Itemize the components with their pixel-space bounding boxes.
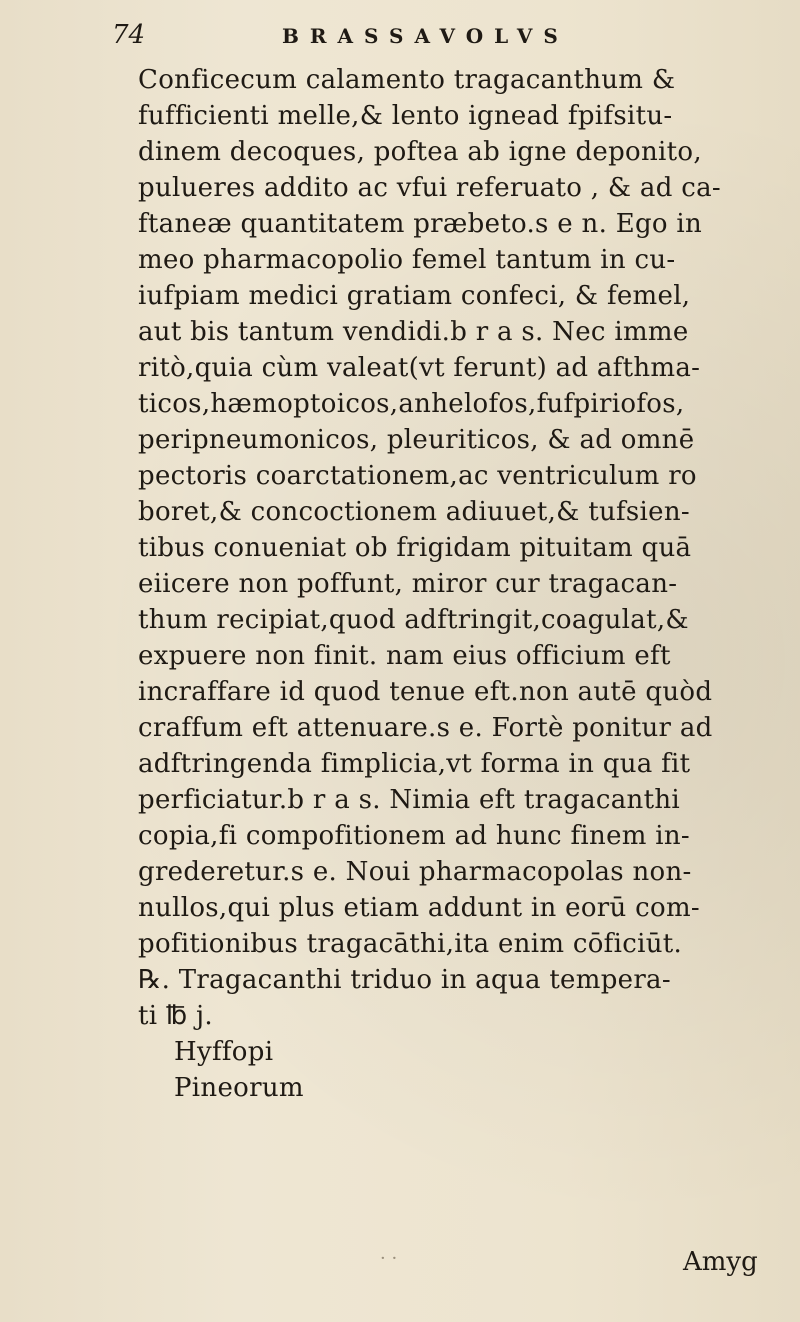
text-line: ticos,hæmoptoicos,anhelofos,fufpiriofos,: [138, 389, 685, 419]
ingredient-line: Hyffopi: [174, 1037, 274, 1067]
page-number: 74: [112, 20, 146, 50]
text-line: thum recipiat,quod adftringit,coagulat,&: [138, 605, 689, 635]
text-line: dinem decoques, poftea ab igne deponito,: [138, 137, 702, 167]
text-line: expuere non finit. nam eius officium eft: [138, 641, 671, 671]
text-line: ti ℔ j.: [138, 1001, 213, 1031]
text-line: iufpiam medici gratiam confeci, & femel,: [138, 281, 691, 311]
text-line: Conficecum calamento tragacanthum &: [138, 65, 676, 95]
text-line: copia,fi compofitionem ad hunc finem in-: [138, 821, 691, 851]
text-line: fufficienti melle,& lento ignead fpifsitu-: [138, 101, 673, 131]
text-line: pectoris coarctationem,ac ventriculum ro: [138, 461, 697, 491]
text-line: ritò,quia cùm valeat(vt ferunt) ad afthma-: [138, 353, 701, 383]
text-line: aut bis tantum vendidi.b r a s. Nec imme: [138, 317, 689, 347]
text-line: ftaneæ quantitatem præbeto.s e n. Ego in: [138, 209, 703, 239]
text-line: incraffare id quod tenue eft.non autē quòd: [138, 677, 713, 707]
text-line: peripneumonicos, pleuriticos, & ad omnē: [138, 425, 695, 455]
text-line: ℞. Tragacanthi triduo in aqua tempera-: [138, 965, 671, 995]
text-line: meo pharmacopolio femel tantum in cu-: [138, 245, 676, 275]
running-head: BRASSAVOLVS: [282, 24, 569, 48]
text-line: perficiatur.b r a s. Nimia eft tragacanthi: [138, 785, 681, 815]
text-line: pulueres addito ac vfui referuato , & ad ca-: [138, 173, 721, 203]
text-line: craffum eft attenuare.s e. Fortè ponitur ad: [138, 713, 713, 743]
text-line: pofitionibus tragacāthi,ita enim cōficiūt.: [138, 929, 683, 959]
text-line: adftringenda fimplicia,vt forma in qua fit: [138, 749, 691, 779]
page-header: [112, 20, 632, 54]
ingredient-line: Pineorum: [174, 1073, 304, 1103]
text-line: boret,& concoctionem adiuuet,& tufsien-: [138, 497, 690, 527]
text-line: nullos,qui plus etiam addunt in eorū com-: [138, 893, 700, 923]
text-line: grederetur.s e. Noui pharmacopolas non-: [138, 857, 692, 887]
text-line: tibus conueniat ob frigidam pituitam quā: [138, 533, 692, 563]
ink-specks: · ·: [380, 1248, 398, 1269]
catchword: Amyg: [683, 1247, 758, 1277]
body-text: [138, 62, 778, 1106]
text-line: eiicere non poffunt, miror cur tragacan-: [138, 569, 678, 599]
